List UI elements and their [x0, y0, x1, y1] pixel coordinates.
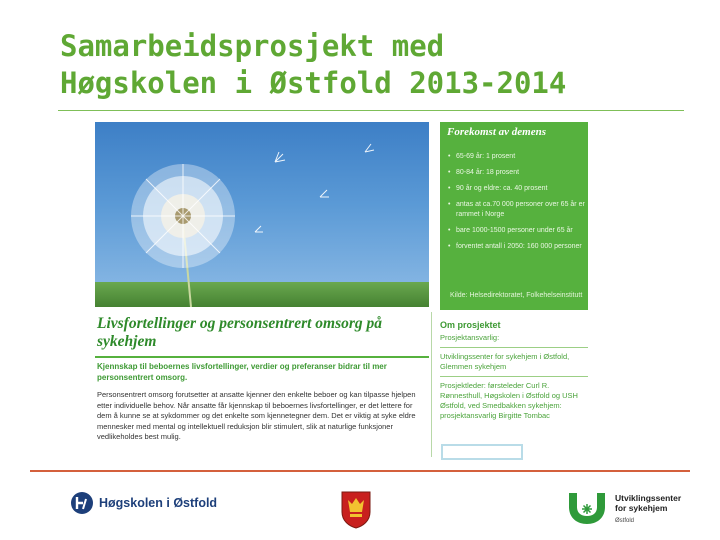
hiof-name: Høgskolen i Østfold	[99, 496, 218, 510]
usk-text	[615, 489, 681, 527]
fact-item: • antas at ca.70 000 personer over 65 år er rammet i Norge	[446, 200, 586, 220]
about-rule	[440, 376, 588, 377]
fact-item: • 65-69 år: 1 prosent	[446, 152, 586, 162]
about-rule	[440, 347, 588, 348]
fact-item: • forventet antall i 2050: 160 000 personer	[446, 242, 586, 252]
slide-title-line-1: Samarbeidsprosjekt med	[60, 29, 445, 63]
fact-item: • bare 1000-1500 personer under 65 år	[446, 226, 586, 236]
ostfold-crest-icon	[340, 490, 372, 530]
about-leader: Prosjektleder: førsteleder Curl R. Rønnesthull, Høgskolen i Østfold og USH Østfold, ved Smedbakken sykehjem: prosjektansvarlig Birgitte Tombac	[440, 381, 578, 420]
about-owner: Utviklingssenter for sykehjem i Østfold, Glemmen sykehjem	[440, 352, 570, 371]
fact-item: • 90 år og eldre: ca. 40 prosent	[446, 184, 586, 194]
fact-source: Kilde: Helsedirektoratet, Folkehelseinstitutt	[450, 292, 583, 299]
about-divider	[431, 312, 432, 457]
fact-item: • 80-84 år: 18 prosent	[446, 168, 586, 178]
dandelion-photo	[95, 122, 429, 307]
slide-title-line-2: Høgskolen i Østfold 2013-2014	[60, 66, 567, 100]
usk-line-2: for sykehjem	[615, 503, 668, 513]
hiof-logo	[70, 490, 217, 516]
poster-divider	[95, 356, 429, 358]
about-owner-label: Prosjektansvarlig:	[440, 333, 500, 342]
fact-panel-title: Forekomst av demens	[447, 126, 546, 138]
usk-logo	[565, 489, 681, 527]
about-box	[441, 444, 523, 460]
title-divider	[58, 110, 684, 111]
poster-intro: Kjennskap til beboernes livsfortellinger, verdier og preferanser bidrar til mer personsentrert omsorg.	[97, 362, 387, 382]
poster-body: Personsentrert omsorg forutsetter at ansatte kjenner den enkelte beboer og kan tilpasse hjelpen etter individuelle behov. Når ansatte får kjennskap til beboernes livsfortellinger, er det lettere for dem å kunne se at sykdommer og det enkelte som kjennetegner dem. Det er viktig at syke eldre mennesker med mental og intellektuell reduksjon blir stimulert, slik at naturlige funksjoner vedlikeholdes best mulig.	[97, 390, 416, 441]
hiof-mark-icon	[70, 491, 94, 515]
dandelion-illustration	[95, 122, 429, 307]
fact-list	[446, 152, 586, 258]
footer-divider	[30, 470, 690, 472]
usk-mark-icon	[565, 489, 609, 527]
slide-title	[60, 28, 700, 102]
dementia-facts-panel	[440, 122, 588, 310]
about-title: Om prosjektet	[440, 320, 501, 330]
about-project	[440, 320, 588, 424]
poster-heading: Livsfortellinger og personsentrert omsorg på sykehjem	[97, 315, 383, 350]
project-poster	[95, 122, 588, 457]
usk-line-1: Utviklingssenter	[615, 493, 682, 503]
usk-region: Østfold	[615, 518, 635, 524]
